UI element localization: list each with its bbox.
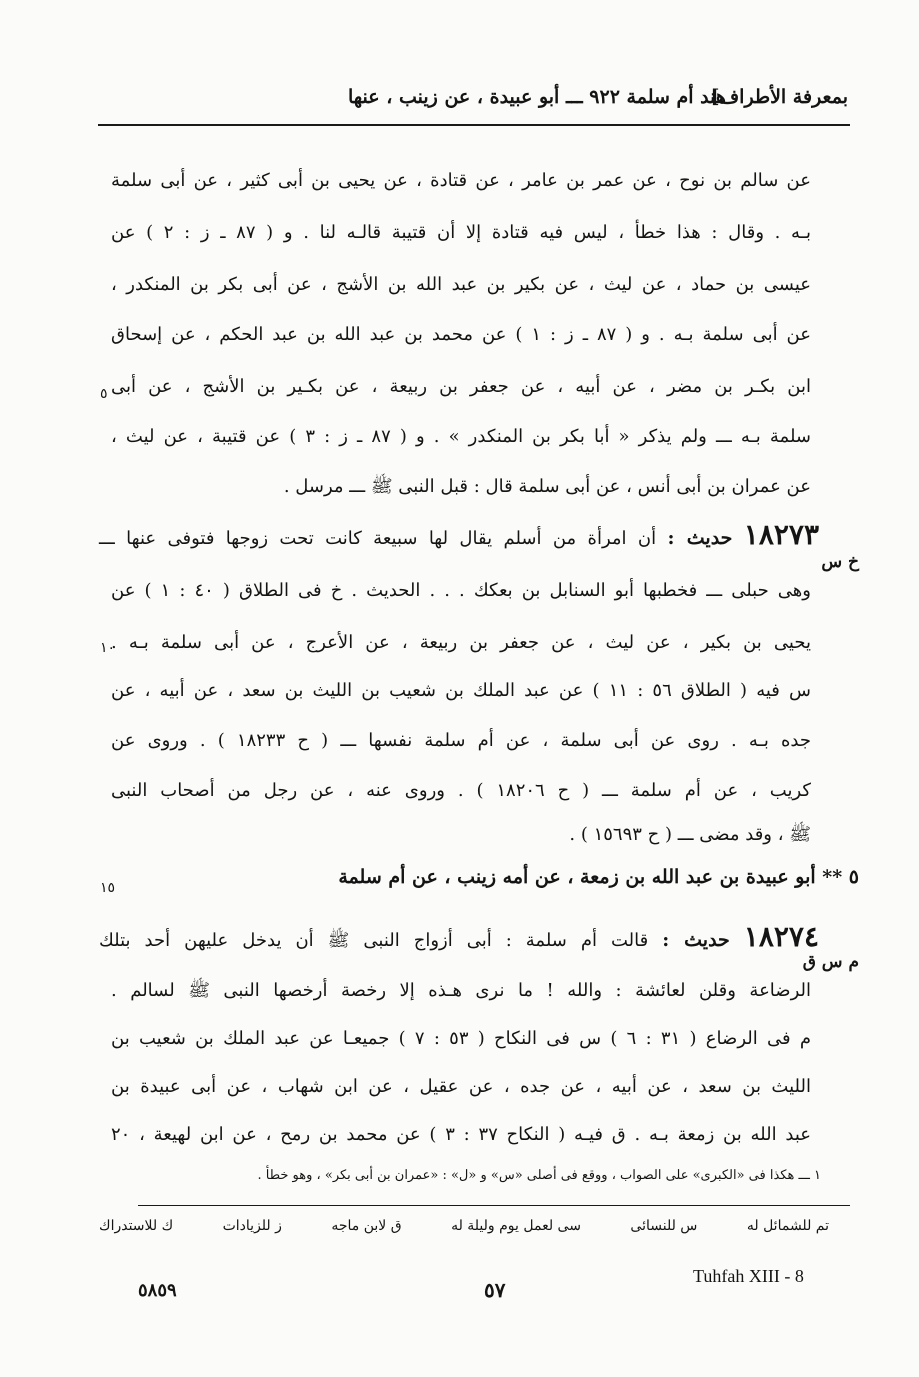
margin-line-number: ١٠ [100, 640, 116, 656]
hadith-number: ١٨٢٧٤ [743, 920, 819, 953]
footer-total-page: ٥٨٥٩ [138, 1280, 177, 1301]
text-line-1: عن سالم بن نوح ، عن عمر بن عامر ، عن قتادة ، عن يحيى بن أبى كثير ، عن أبى سلمة [111, 170, 811, 191]
hadith-line: عبد الله بن زمعة بـه . ق فيـه ( النكاح ٣٧ : ٣ ) عن محمد بن رمح ، عن ابن لهيعة ، ٢٠ [111, 1124, 811, 1145]
hadith-line: وهى حبلى ـــ فخطبها أبو السنابل بن بعكك . . . الحديث . خ فى الطلاق ( ٤٠ : ١ ) عن [111, 580, 811, 601]
hadith-18273-head [99, 520, 819, 554]
hadith-line: كريب ، عن أم سلمة ـــ ( ح ١٨٢٠٦ ) . وروى عنه ، عن رجل من أصحاب النبى [111, 780, 811, 801]
hadith-line: م فى الرضاع ( ٣١ : ٦ ) س فى النكاح ( ٥٣ : ٧ ) جميعـا عن عبد الملك بن شعيب بن [111, 1028, 812, 1049]
abbrev-item: س للنسائى [630, 1218, 698, 1234]
section-title: أبو عبيدة بن عبد الله بن زمعة ، عن أمه زينب ، عن أم سلمة [338, 866, 816, 888]
text-line-5: ابن بكـر بن مضر ، عن أبيه ، عن جعفر بن ربيعة ، عن بكـير بن الأشج ، عن أبى [111, 376, 811, 397]
hadith-label: حديث : [662, 929, 730, 951]
hadith-18274-head [99, 922, 819, 956]
margin-line-number: ١٥ [100, 880, 116, 896]
abbrev-item: ز للزيادات [222, 1218, 282, 1234]
footer-page-number: ٥٧ [484, 1278, 506, 1302]
footer-rule [138, 1205, 850, 1206]
text-line-6: سلمة بـه ـــ ولم يذكر « أبا بكر بن المنكدر » . و ( ٨٧ ـ ز : ٣ ) عن قتيبة ، عن ليث ، [111, 426, 812, 447]
hadith-label: حديث : [667, 527, 733, 549]
abbrev-item: تم للشمائل له [746, 1218, 829, 1234]
text-line-4: عن أبى سلمة بـه . و ( ٨٧ ـ ز : ١ ) عن محمد بن عبد الله بن عبد الحكم ، عن إسحاق [111, 324, 811, 345]
footnote: ١ ـــ هكذا فى «الكبرى» على الصواب ، ووقع فى أصلى «س» و «ل» : «عمران بن أبى بكر» ، وهو خطأ . [257, 1168, 821, 1183]
hadith-number: ١٨٢٧٣ [743, 518, 819, 551]
running-header [100, 78, 848, 120]
section-marker: ٥ ** [815, 866, 859, 888]
header-center: هند أم سلمة ٩٢٢ ـــ أبو عبيدة ، عن زينب ، عنها [348, 86, 726, 108]
hadith-line: ﷺ ، وقد مضى ـــ ( ح ١٥٦٩٣ ) . [569, 824, 811, 845]
hadith-sigla: م س ق [802, 952, 859, 972]
hadith-line: س فيه ( الطلاق ٥٦ : ١١ ) عن عبد الملك بن شعيب بن الليث بن سعد ، عن أبيه ، عن [111, 680, 811, 701]
hadith-intro: قالت أم سلمة : أبى أزواج النبى ﷺ أن يدخل عليهن أحد بتلك [99, 930, 649, 951]
text-line-2: بـه . وقال : هذا خطأ ، ليس فيه قتادة إلا أن قتيبة قالـه لنا . و ( ٨٧ ـ ز : ٢ ) عن [111, 222, 811, 243]
margin-line-number: ٥ [100, 386, 108, 402]
abbreviation-key [99, 1218, 829, 1234]
hadith-intro: أن امرأة من أسلم يقال لها سبيعة كانت تحت زوجها فتوفى عنها ـــ [99, 528, 657, 549]
abbrev-item: ك للاستدراك [99, 1218, 174, 1234]
abbrev-item: سى لعمل يوم وليلة له [451, 1218, 581, 1234]
hadith-line: الليث بن سعد ، عن أبيه ، عن جده ، عن عقيل ، عن ابن شهاب ، عن أبى عبيدة بن [111, 1076, 811, 1097]
footer-volume: Tuhfah XIII - 8 [693, 1266, 804, 1286]
hadith-line: جده بـه . روى عن أبى سلمة ، عن أم سلمة نفسها ـــ ( ح ١٨٢٣٣ ) . وروى عن [111, 730, 811, 751]
hadith-line: يحيى بن بكير ، عن ليث ، عن جعفر بن ربيعة ، عن الأعرج ، عن أبى سلمة بـه . [111, 632, 811, 653]
abbrev-item: ق لابن ماجه [331, 1218, 402, 1234]
hadith-sigla: خ س [821, 552, 859, 572]
hadith-line: الرضاعة وقلن لعائشة : والله ! ما نرى هـذه إلا رخصة أرخصها النبى ﷺ لسالم . [111, 980, 811, 1001]
header-right: بمعرفة الأطراف] [710, 86, 848, 108]
header-rule [98, 124, 850, 126]
text-line-3: عيسى بن حماد ، عن ليث ، عن بكير بن عبد الله بن الأشج ، عن أبى بكر بن المنكدر ، [111, 274, 811, 295]
text-line-7: عن عمران بن أبى أنس ، عن أبى سلمة قال : قبل النبى ﷺ ـــ مرسل . [283, 476, 811, 497]
section-heading [338, 866, 859, 888]
